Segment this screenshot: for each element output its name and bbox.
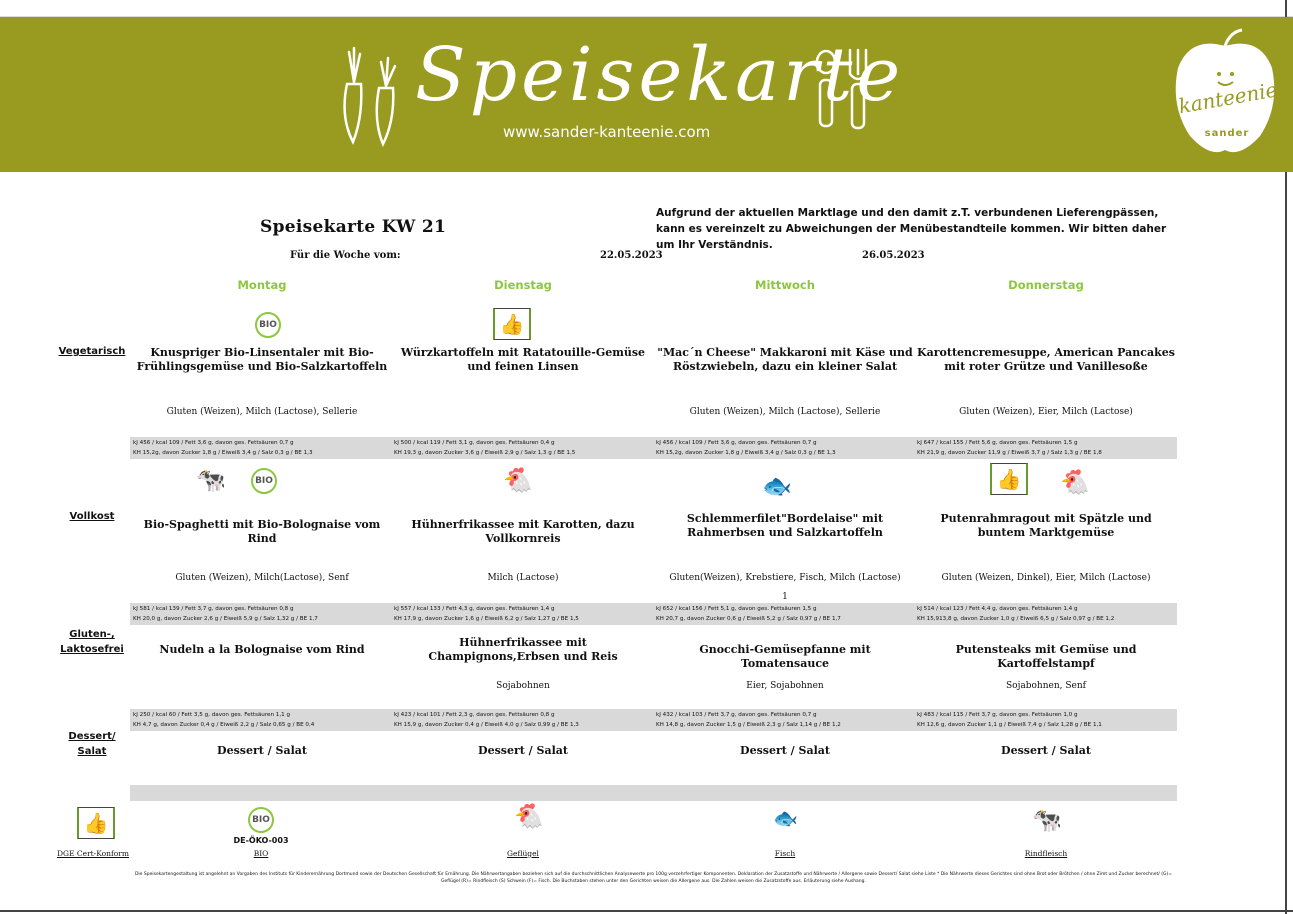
dish-dessert-thursday: Dessert / Salat [1001,744,1091,757]
fish-icon: 🐟 [773,806,798,830]
allergens-vollkost-tuesday: Milch (Lactose) [487,573,559,583]
logo-subtext: sander [1204,128,1250,139]
allergens-veg-wednesday: Gluten (Weizen), Milch (Lactose), Sellerie [689,407,881,417]
legend-gefluegel: Geflügel [507,849,539,858]
allergens-vollkost-wednesday: Gluten(Weizen), Krebstiere, Fisch, Milch (Lactose) [669,573,901,583]
dish-veg-tuesday: Würzkartoffeln mit Ratatouille-Gemüse und feinen Linsen [400,346,646,373]
day-header-thursday: Donnerstag [1008,278,1084,292]
nutrition-gluten-tuesday: kJ 423 / kcal 101 / Fett 2,3 g, davon ges. Fettsäuren 0,8 g KH 15,9 g, davon Zucker 0,4 g / Eiweiß 4,0 g / Salz 0,99 g / BE 1,3 [394,712,579,728]
notice-text: Aufgrund der aktuellen Marktlage und den damit z.T. verbundenen Lieferengpässen, kann es vereinzelt zu Abweichungen der Menübestandteile kommen. Wir bitten daher um Ihr Verständnis. [656,207,1167,251]
allergens-vollkost-monday: Gluten (Weizen), Milch(Lactose), Senf [175,573,349,583]
logo-wordmark: kanteenie [1176,77,1280,119]
dish-vollkost-wednesday: Schlemmerfilet"Bordelaise" mit Rahmerbsen und Salzkartoffeln [686,512,884,539]
nutrition-veg-thursday: kJ 647 / kcal 155 / Fett 5,6 g, davon ges. Fettsäuren 1,5 g KH 21,9 g, davon Zucker 11,9 g / Eiweiß 3,7 g / Salz 1,3 g / BE 1,8 [917,440,1102,456]
category-dessert-salat: Dessert/ Salat [68,731,116,757]
dge-thumbs-up-icon: 👍 [77,807,115,839]
nutrition-vollkost-wednesday: kJ 652 / kcal 156 / Fett 5,1 g, davon ges. Fettsäuren 1,5 g KH 20,7 g, davon Zucker 0,6 g / Eiweiß 5,2 g / Salz 0,97 g / BE 1,7 [656,606,841,622]
week-title: Speisekarte KW 21 [260,217,447,237]
page-bottom-border [0,910,1293,912]
dish-vollkost-tuesday: Hühnerfrikassee mit Karotten, dazu Vollkornreis [411,518,635,545]
dge-thumbs-up-icon: 👍 [990,463,1028,495]
bio-icon: BIO [255,312,281,338]
dish-dessert-monday: Dessert / Salat [217,744,307,757]
allergens-gluten-thursday: Sojabohnen, Senf [1006,681,1086,691]
beef-icon: 🐄 [196,466,226,494]
dish-dessert-wednesday: Dessert / Salat [740,744,830,757]
allergens-veg-thursday: Gluten (Weizen), Eier, Milch (Lactose) [959,407,1133,417]
day-header-monday: Montag [237,278,287,292]
nutrition-veg-tuesday: kJ 500 / kcal 119 / Fett 3,1 g, davon ges. Fettsäuren 0,4 g KH 19,3 g, davon Zucker 3,6 g / Eiweiß 2,9 g / Salz 1,3 g / BE 1,5 [394,440,576,456]
banner-url: www.sander-kanteenie.com [503,123,711,141]
category-gluten-laktosefrei: Gluten-, Laktosefrei [60,629,124,655]
banner-title: Speisekarte [415,32,905,118]
category-vollkost: Vollkost [69,511,115,522]
legend-fisch: Fisch [774,849,796,858]
allergens-vollkost-thursday: Gluten (Weizen, Dinkel), Eier, Milch (Lactose) [941,573,1151,583]
dish-vollkost-thursday: Putenrahmragout mit Spätzle und buntem Marktgemüse [940,512,1152,539]
nutrition-vollkost-thursday: kJ 514 / kcal 123 / Fett 4,4 g, davon ges. Fettsäuren 1,4 g KH 15,913,8 g, davon Zucker 1,0 g / Eiweiß 6,5 g / Salz 0,97 g / BE 1,2 [917,606,1115,622]
allergens-gluten-wednesday: Eier, Sojabohnen [746,681,824,691]
dish-dessert-tuesday: Dessert / Salat [478,744,568,757]
bio-code: DE-ÖKO-003 [233,836,289,845]
dish-veg-monday: Knuspriger Bio-Linsentaler mit Bio-Frühlingsgemüse und Bio-Salzkartoffeln [136,346,388,373]
nutrition-vollkost-monday: kJ 581 / kcal 139 / Fett 3,7 g, davon ges. Fettsäuren 0,8 g KH 20,0 g, davon Zucker 2,6 g / Eiweiß 5,9 g / Salz 1,32 g / BE 1,7 [133,606,318,622]
nutrition-gluten-monday: kJ 250 / kcal 60 / Fett 3,5 g, davon ges. Fettsäuren 1,1 g KH 4,7 g, davon Zucker 0,4 g / Eiweiß 2,2 g / Salz 0,65 g / BE 0,4 [133,712,315,728]
legend-bio: BIO [253,849,269,858]
dish-gluten-monday: Nudeln a la Bolognaise vom Rind [159,643,365,656]
date-from: 22.05.2023 [600,250,663,261]
date-to: 26.05.2023 [862,250,925,261]
cutlery-icon [808,46,878,132]
beef-icon: 🐄 [1032,806,1062,834]
dish-vollkost-monday: Bio-Spaghetti mit Bio-Bolognaise vom Rind [143,518,381,545]
dish-veg-thursday: Karottencremesuppe, American Pancakes mit roter Grütze und Vanillesoße [917,346,1175,373]
day-header-tuesday: Dienstag [494,278,552,292]
allergens-gluten-tuesday: Sojabohnen [496,681,550,691]
day-header-wednesday: Mittwoch [755,278,815,292]
legend-rindfleisch: Rindfleisch [1024,849,1068,858]
allergens-veg-monday: Gluten (Weizen), Milch (Lactose), Sellerie [166,407,358,417]
carrots-icon [335,42,415,152]
chicken-icon: 🐔 [503,466,533,494]
week-label: Für die Woche vom: [290,250,401,261]
dish-gluten-thursday: Putensteaks mit Gemüse und Kartoffelstampf [955,643,1137,670]
nutrition-gluten-thursday: kJ 483 / kcal 115 / Fett 3,7 g, davon ges. Fettsäuren 1,0 g KH 12,6 g, davon Zucker 1,1 g / Eiweiß 7,4 g / Salz 1,28 g / BE 1,1 [917,712,1102,728]
category-vegetarisch: Vegetarisch [58,346,126,357]
separator-bar [130,785,1177,801]
nutrition-vollkost-tuesday: kJ 557 / kcal 133 / Fett 4,3 g, davon ges. Fettsäuren 1,4 g KH 17,9 g, davon Zucker 1,6 g / Eiweiß 6,2 g / Salz 1,27 g / BE 1,5 [394,606,579,622]
bio-icon: BIO [251,468,277,494]
bio-icon: BIO [248,807,274,833]
footnote: Die Speisekartengestaltung ist angelehnt an Vorgaben des Instituts für Kinderernährung Dortmund sowie der Deutschen Gesellschaft für Ernährung. Die Nährwertangaben beziehen sich auf die durchschnittlichen Analysewerte pro 100g verzehrfertiger Komponenten. Deklaration der Zusatzstoffe und Nährwerte / Allergene sowie Dessert/ Salat siehe Liste * Die Nährwerte dieses Gerichtes sind ohne Brot oder Brötchen / ohne Zimt und Zucker berechnet/ (G)= Geflügel (R)= Rindfleisch (S) Schwein (F)= Fisch. Die Buchstaben stehen unter den Gerichten weisen die Allergene aus. Die Zahlen weisen die Zusatzstoffe aus. Erläuterung siehe Aushang. [134,872,1173,884]
dish-gluten-tuesday: Hühnerfrikassee mit Champignons,Erbsen und Reis [428,636,618,663]
nutrition-veg-monday: kJ 456 / kcal 109 / Fett 3,6 g, davon ges. Fettsäuren 0,7 g KH 15,2g, davon Zucker 1,8 g / Eiweiß 3,4 g / Salz 0,3 g / BE 1,3 [133,440,313,456]
fish-icon: 🐟 [762,472,792,500]
nutrition-gluten-wednesday: kJ 432 / kcal 103 / Fett 3,7 g, davon ges. Fettsäuren 0,7 g KH 14,8 g, davon Zucker 1,5 g / Eiweiß 2,3 g / Salz 1,14 g / BE 1,2 [656,712,841,728]
legend-dge: DGE Cert-Konform [57,849,129,858]
dish-gluten-wednesday: Gnocchi-Gemüsepfanne mit Tomatensauce [699,643,871,670]
page-top-border [0,0,1293,17]
dge-thumbs-up-icon: 👍 [493,308,531,340]
chicken-icon: 🐔 [1060,468,1090,496]
chicken-icon: 🐔 [514,802,544,830]
dish-veg-wednesday: "Mac´n Cheese" Makkaroni mit Käse und Röstzwiebeln, dazu ein kleiner Salat [657,346,913,373]
nutrition-veg-wednesday: kJ 456 / kcal 109 / Fett 3,6 g, davon ges. Fettsäuren 0,7 g KH 15,2g, davon Zucker 1,8 g / Eiweiß 3,4 g / Salz 0,3 g / BE 1,3 [656,440,836,456]
additive-number: 1 [782,592,788,602]
